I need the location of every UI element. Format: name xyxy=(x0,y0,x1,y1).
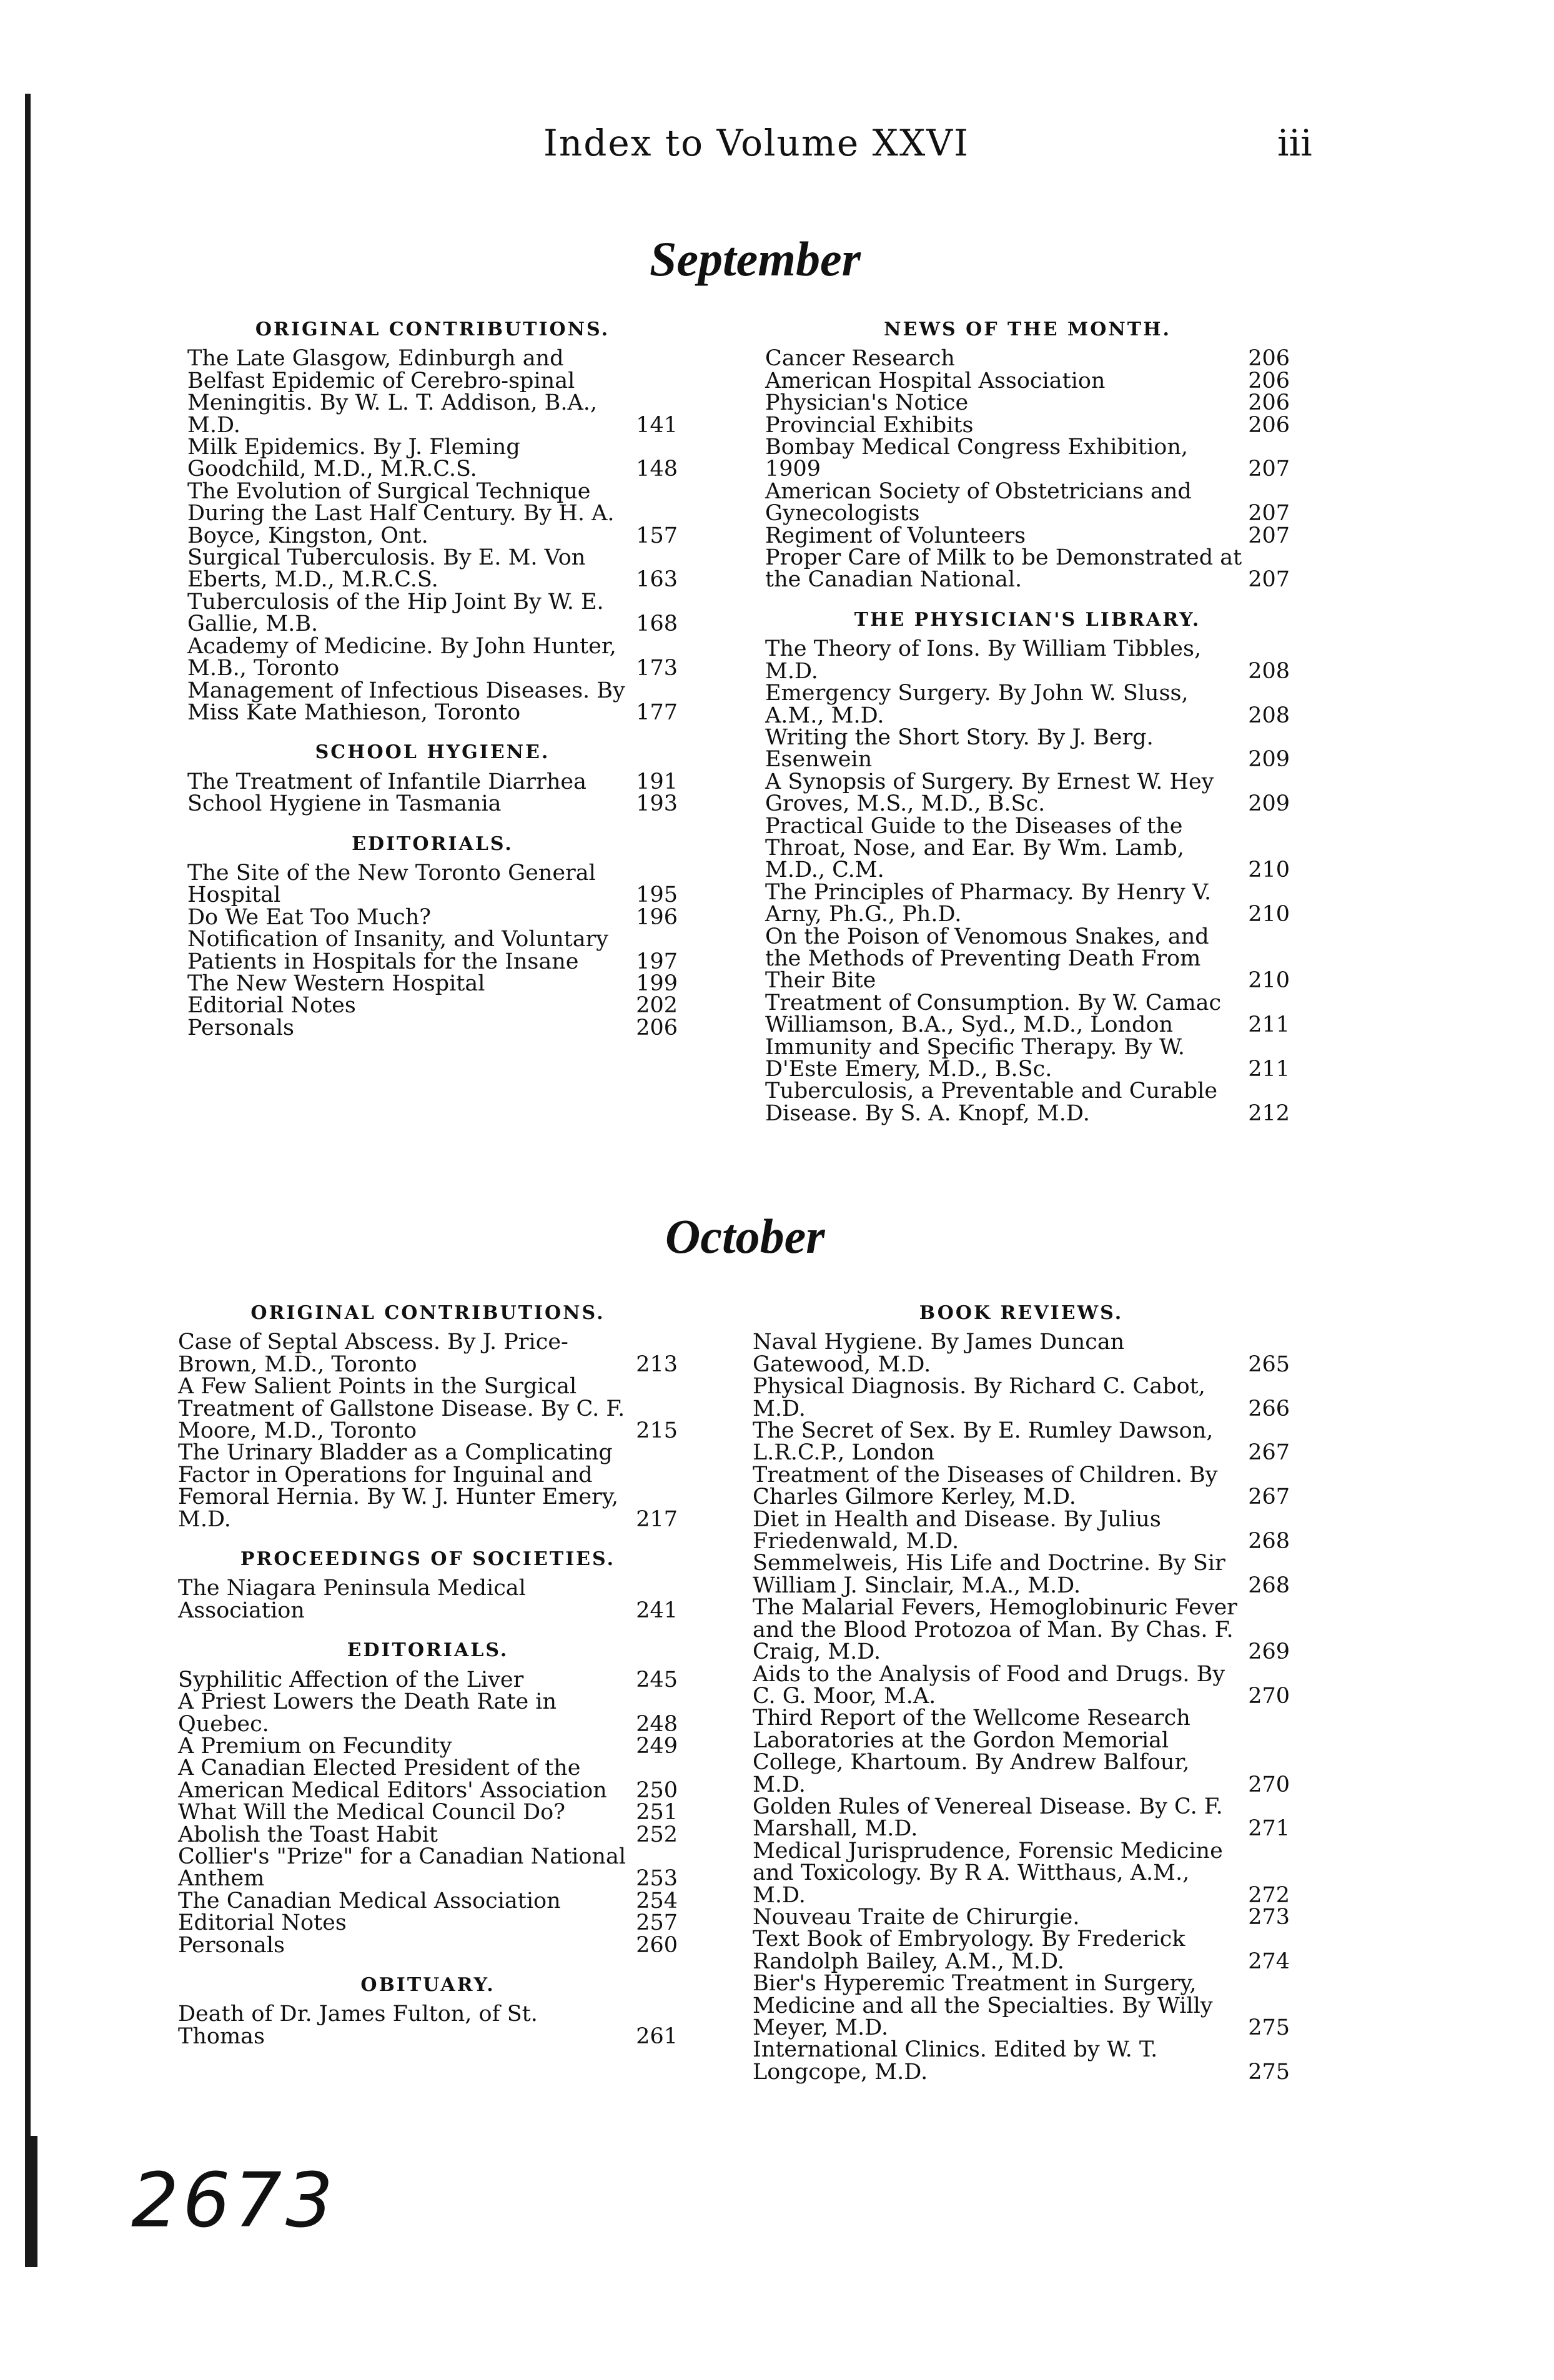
entry-page-number: 209 xyxy=(1248,747,1290,773)
entry-page-number: 210 xyxy=(1248,902,1290,927)
entry-page-number: 245 xyxy=(636,1667,678,1692)
entry-page-number: 173 xyxy=(636,656,678,681)
page-number: iii xyxy=(1277,122,1312,164)
entry-title: A Few Salient Points in the Surgical Treatment of Gallstone Disease. By C. F. Moore, M.D., Toronto xyxy=(178,1374,625,1444)
entry-page-number: 254 xyxy=(636,1888,678,1913)
index-entry xyxy=(765,1080,1290,1125)
section-heading: OBITUARY. xyxy=(360,1973,495,1996)
index-entry xyxy=(765,813,1290,883)
index-entry xyxy=(765,412,1290,438)
entry-title: Surgical Tuberculosis. By E. M. Von Eberts, M.D., M.R.C.S. xyxy=(187,545,586,593)
entry-title: The Evolution of Surgical Technique During the Last Half Century. By H. A. Boyce, Kingston, Ont. xyxy=(187,478,615,548)
running-title: Index to Volume XXVI xyxy=(543,122,970,164)
entry-title: Bier's Hyperemic Treatment in Surgery, Medicine and all the Specialties. By Willy Meyer, M.D. xyxy=(753,1971,1213,2040)
entry-title: Practical Guide to the Diseases of the Throat, Nose, and Ear. By Wm. Lamb, M.D., C.M. xyxy=(765,813,1184,883)
index-entry xyxy=(753,1506,1290,1554)
entry-title: Personals xyxy=(178,1932,285,1958)
entry-title: Tuberculosis of the Hip Joint By W. E. Gallie, M.B. xyxy=(187,589,604,637)
index-entry xyxy=(187,904,678,930)
october-left-column xyxy=(178,1302,678,2048)
index-entry xyxy=(753,1553,1290,1597)
entry-page-number: 275 xyxy=(1248,2015,1290,2040)
index-entry xyxy=(765,392,1290,414)
index-entry xyxy=(187,633,678,681)
entry-page-number: 210 xyxy=(1248,857,1290,883)
index-entry xyxy=(178,1669,678,1691)
entry-title: Medical Jurisprudence, Forensic Medicine and Toxicology. By R A. Witthaus, A.M., M.D. xyxy=(753,1838,1223,1908)
entry-page-number: 148 xyxy=(636,457,678,482)
entry-page-number: 207 xyxy=(1248,501,1290,526)
entry-page-number: 266 xyxy=(1248,1396,1290,1421)
entry-page-number: 207 xyxy=(1248,523,1290,548)
month-heading-october: October xyxy=(665,1209,825,1263)
entry-page-number: 270 xyxy=(1248,1683,1290,1709)
entry-page-number: 272 xyxy=(1248,1882,1290,1908)
section-heading: BOOK REVIEWS. xyxy=(919,1302,1124,1324)
entry-page-number: 273 xyxy=(1248,1904,1290,1930)
entry-title: A Synopsis of Surgery. By Ernest W. Hey Groves, M.S., M.D., B.Sc. xyxy=(765,769,1214,817)
index-entry xyxy=(765,525,1290,547)
index-entry xyxy=(178,1846,678,1890)
entry-page-number: 195 xyxy=(636,882,678,908)
scan-margin-line-bottom xyxy=(25,2136,37,2267)
entry-title: Death of Dr. James Fulton, of St. Thomas xyxy=(178,2002,538,2049)
index-entry xyxy=(178,1890,678,1912)
entry-title: Do We Eat Too Much? xyxy=(187,904,432,930)
entry-title: Collier's "Prize" for a Canadian National Anthem xyxy=(178,1844,626,1892)
section-heading: ORIGINAL CONTRIBUTIONS. xyxy=(255,318,610,340)
entry-page-number: 275 xyxy=(1248,2059,1290,2085)
index-entry xyxy=(765,771,1290,816)
index-entry xyxy=(178,1802,678,1824)
entry-title: Treatment of Consumption. By W. Camac Williamson, B.A., Syd., M.D., London xyxy=(765,990,1222,1038)
page-header xyxy=(0,122,1554,172)
entry-title: The New Western Hospital xyxy=(187,970,485,996)
entry-title: Treatment of the Diseases of Children. By Charles Gilmore Kerley, M.D. xyxy=(753,1462,1218,1510)
entry-title: The Secret of Sex. By E. Rumley Dawson, L.R.C.P., London xyxy=(753,1418,1214,1466)
entry-title: Immunity and Specific Therapy. By W. D'Este Emery, M.D., B.Sc. xyxy=(765,1034,1185,1082)
index-entry xyxy=(765,992,1290,1037)
entry-page-number: 267 xyxy=(1248,1440,1290,1466)
entry-title: The Site of the New Toronto General Hospital xyxy=(187,860,596,908)
index-entry xyxy=(765,926,1290,992)
entry-page-number: 199 xyxy=(636,970,678,996)
entry-title: The Principles of Pharmacy. By Henry V. Arny, Ph.G., Ph.D. xyxy=(765,879,1212,927)
entry-title: The Urinary Bladder as a Complicating Factor in Operations for Inguinal and Femoral Hernia. By W. J. Hunter Emery, M.D. xyxy=(178,1440,619,1532)
index-entry xyxy=(753,1904,1290,1930)
index-entry xyxy=(178,1733,678,1759)
index-entry xyxy=(178,1331,678,1376)
index-entry xyxy=(178,1757,678,1802)
index-entry xyxy=(753,1597,1290,1663)
index-entry xyxy=(753,1464,1290,1509)
entry-page-number: 215 xyxy=(636,1418,678,1444)
entry-title: Emergency Surgery. By John W. Sluss, A.M., M.D. xyxy=(765,681,1189,728)
index-entry xyxy=(187,771,678,793)
entry-title: International Clinics. Edited by W. T. Longcope, M.D. xyxy=(753,2037,1158,2085)
index-entry xyxy=(765,348,1290,370)
index-entry xyxy=(753,1840,1290,1907)
index-entry xyxy=(765,724,1290,773)
index-entry xyxy=(765,683,1290,727)
entry-title: Bombay Medical Congress Exhibition, 1909 xyxy=(765,435,1188,482)
entry-title: The Treatment of Infantile Diarrhea xyxy=(187,769,586,794)
entry-page-number: 268 xyxy=(1248,1573,1290,1598)
entry-page-number: 202 xyxy=(636,993,678,1019)
entry-page-number: 213 xyxy=(636,1351,678,1377)
index-entry xyxy=(765,638,1290,683)
entry-title: Abolish the Toast Habit xyxy=(178,1822,438,1847)
index-entry xyxy=(178,1442,678,1531)
entry-page-number: 270 xyxy=(1248,1772,1290,1797)
entry-page-number: 252 xyxy=(636,1822,678,1847)
entry-page-number: 207 xyxy=(1248,567,1290,593)
entry-title: American Society of Obstetricians and Gynecologists xyxy=(765,478,1192,526)
entry-title: Physical Diagnosis. By Richard C. Cabot, M.D. xyxy=(753,1374,1205,1421)
entry-title: A Canadian Elected President of the American Medical Editors' Association xyxy=(178,1755,607,1803)
entry-page-number: 206 xyxy=(1248,390,1290,416)
entry-title: Personals xyxy=(187,1015,295,1040)
entry-page-number: 196 xyxy=(636,904,678,930)
section-heading: EDITORIALS. xyxy=(352,832,513,855)
entry-page-number: 274 xyxy=(1248,1948,1290,1974)
index-entry xyxy=(753,1376,1290,1420)
entry-page-number: 267 xyxy=(1248,1484,1290,1510)
handwritten-note: 2673 xyxy=(131,2158,337,2244)
index-entry xyxy=(178,2003,678,2048)
index-entry xyxy=(753,1707,1290,1796)
entry-title: Tuberculosis, a Preventable and Curable Disease. By S. A. Knopf, M.D. xyxy=(765,1079,1218,1126)
index-entry xyxy=(187,793,678,815)
index-entry xyxy=(187,348,678,437)
index-entry xyxy=(187,862,678,907)
entry-page-number: 212 xyxy=(1248,1100,1290,1126)
entry-page-number: 206 xyxy=(1248,346,1290,372)
index-entry xyxy=(765,1034,1290,1082)
index-entry xyxy=(187,478,678,548)
index-entry xyxy=(178,1912,678,1934)
entry-title: Cancer Research xyxy=(765,346,955,372)
index-entry xyxy=(187,929,678,973)
index-entry xyxy=(753,1973,1290,2039)
october-right-column xyxy=(753,1302,1290,2083)
entry-title: Golden Rules of Venereal Disease. By C. F. Marshall, M.D. xyxy=(753,1794,1223,1842)
entry-page-number: 208 xyxy=(1248,658,1290,684)
entry-title: Academy of Medicine. By John Hunter, M.B., Toronto xyxy=(187,633,616,681)
section-heading: NEWS OF THE MONTH. xyxy=(884,318,1171,340)
entry-title: Nouveau Traite de Chirurgie. xyxy=(753,1904,1080,1930)
entry-title: Semmelweis, His Life and Doctrine. By Sir William J. Sinclair, M.A., M.D. xyxy=(753,1551,1225,1598)
entry-page-number: 210 xyxy=(1248,968,1290,994)
entry-page-number: 249 xyxy=(636,1733,678,1759)
entry-page-number: 208 xyxy=(1248,703,1290,728)
index-entry xyxy=(187,680,678,724)
section-heading: SCHOOL HYGIENE. xyxy=(315,741,550,764)
section-heading: THE PHYSICIAN'S LIBRARY. xyxy=(854,608,1201,631)
index-entry xyxy=(765,437,1290,481)
entry-page-number: 248 xyxy=(636,1711,678,1737)
entry-page-number: 250 xyxy=(636,1777,678,1803)
entry-page-number: 206 xyxy=(1248,412,1290,438)
entry-page-number: 269 xyxy=(1248,1639,1290,1665)
entry-page-number: 191 xyxy=(636,769,678,794)
index-entry xyxy=(753,1331,1290,1376)
entry-page-number: 260 xyxy=(636,1932,678,1958)
entry-title: Third Report of the Wellcome Research Laboratories at the Gordon Memorial College, Khartoum. By Andrew Balfour, M.D. xyxy=(753,1706,1190,1797)
entry-page-number: 206 xyxy=(636,1015,678,1040)
section-heading: ORIGINAL CONTRIBUTIONS. xyxy=(250,1302,605,1324)
entry-title: Physician's Notice xyxy=(765,390,969,416)
entry-page-number: 265 xyxy=(1248,1351,1290,1377)
entry-title: Regiment of Volunteers xyxy=(765,523,1026,548)
entry-title: Case of Septal Abscess. By J. Price-Brown, M.D., Toronto xyxy=(178,1330,568,1377)
index-entry xyxy=(187,547,678,591)
index-entry xyxy=(178,1824,678,1846)
entry-title: The Theory of Ions. By William Tibbles, M.D. xyxy=(765,636,1202,684)
entry-title: Milk Epidemics. By J. Fleming Goodchild, M.D., M.R.C.S. xyxy=(187,435,520,482)
entry-page-number: 177 xyxy=(636,699,678,725)
entry-title: On the Poison of Venomous Snakes, and the Methods of Preventing Death From Their Bite xyxy=(765,924,1209,994)
entry-page-number: 271 xyxy=(1248,1816,1290,1842)
index-entry xyxy=(765,879,1290,927)
entry-page-number: 253 xyxy=(636,1866,678,1892)
entry-title: Editorial Notes xyxy=(178,1910,347,1936)
index-entry xyxy=(753,1661,1290,1709)
section-heading: EDITORIALS. xyxy=(347,1639,509,1662)
entry-title: Syphilitic Affection of the Liver xyxy=(178,1667,524,1692)
entry-title: American Hospital Association xyxy=(765,368,1106,393)
entry-page-number: 217 xyxy=(636,1506,678,1532)
section-heading: PROCEEDINGS OF SOCIETIES. xyxy=(240,1548,616,1571)
entry-page-number: 197 xyxy=(636,949,678,974)
entry-title: Proper Care of Milk to be Demonstrated at the Canadian National. xyxy=(765,545,1242,593)
index-entry xyxy=(187,591,678,636)
entry-title: Editorial Notes xyxy=(187,993,356,1019)
index-entry xyxy=(178,1932,678,1958)
index-entry xyxy=(753,1796,1290,1840)
entry-page-number: 207 xyxy=(1248,457,1290,482)
index-entry xyxy=(753,1928,1290,1973)
index-entry xyxy=(765,370,1290,392)
entry-page-number: 211 xyxy=(1248,1057,1290,1082)
index-entry xyxy=(187,995,678,1017)
entry-page-number: 193 xyxy=(636,791,678,817)
entry-page-number: 141 xyxy=(636,412,678,438)
entry-page-number: 206 xyxy=(1248,368,1290,393)
index-entry xyxy=(178,1578,678,1622)
entry-title: Provincial Exhibits xyxy=(765,412,974,438)
index-entry xyxy=(765,478,1290,526)
entry-page-number: 163 xyxy=(636,567,678,593)
index-entry xyxy=(178,1691,678,1736)
september-left-column xyxy=(187,318,678,1039)
september-right-column xyxy=(765,318,1290,1125)
entry-page-number: 157 xyxy=(636,523,678,548)
index-entry xyxy=(753,1420,1290,1464)
entry-title: What Will the Medical Council Do? xyxy=(178,1800,565,1825)
entry-page-number: 268 xyxy=(1248,1529,1290,1554)
entry-title: The Niagara Peninsula Medical Association xyxy=(178,1576,526,1623)
index-entry xyxy=(187,1017,678,1039)
index-entry xyxy=(187,437,678,481)
entry-title: The Malarial Fevers, Hemoglobinuric Fever and the Blood Protozoa of Man. By Chas. F. Craig, M.D. xyxy=(753,1595,1237,1665)
entry-page-number: 241 xyxy=(636,1597,678,1623)
entry-title: Aids to the Analysis of Food and Drugs. By C. G. Moor, M.A. xyxy=(753,1661,1225,1709)
entry-page-number: 257 xyxy=(636,1910,678,1936)
entry-page-number: 261 xyxy=(636,2023,678,2049)
entry-title: The Late Glasgow, Edinburgh and Belfast Epidemic of Cerebro-spinal Meningitis. By W. L. T. Addison, B.A., M.D. xyxy=(187,346,598,438)
entry-title: Diet in Health and Disease. By Julius Friedenwald, M.D. xyxy=(753,1506,1161,1554)
entry-page-number: 251 xyxy=(636,1800,678,1825)
scan-margin-line xyxy=(25,94,31,2267)
index-entry xyxy=(178,1376,678,1442)
entry-title: Text Book of Embryology. By Frederick Randolph Bailey, A.M., M.D. xyxy=(753,1927,1185,1974)
entry-title: A Premium on Fecundity xyxy=(178,1733,452,1759)
entry-title: Management of Infectious Diseases. By Miss Kate Mathieson, Toronto xyxy=(187,678,625,725)
entry-title: Notification of Insanity, and Voluntary Patients in Hospitals for the Insane xyxy=(187,927,609,974)
index-entry xyxy=(765,547,1290,591)
entry-title: A Priest Lowers the Death Rate in Quebec. xyxy=(178,1689,557,1737)
entry-title: The Canadian Medical Association xyxy=(178,1888,561,1913)
month-heading-september: September xyxy=(650,232,861,286)
entry-title: Writing the Short Story. By J. Berg. Esenwein xyxy=(765,724,1154,773)
index-entry xyxy=(753,2039,1290,2083)
entry-page-number: 209 xyxy=(1248,791,1290,817)
index-entry xyxy=(187,970,678,996)
entry-page-number: 168 xyxy=(636,611,678,637)
entry-title: School Hygiene in Tasmania xyxy=(187,791,502,817)
entry-page-number: 211 xyxy=(1248,1012,1290,1038)
entry-title: Naval Hygiene. By James Duncan Gatewood, M.D. xyxy=(753,1330,1125,1377)
